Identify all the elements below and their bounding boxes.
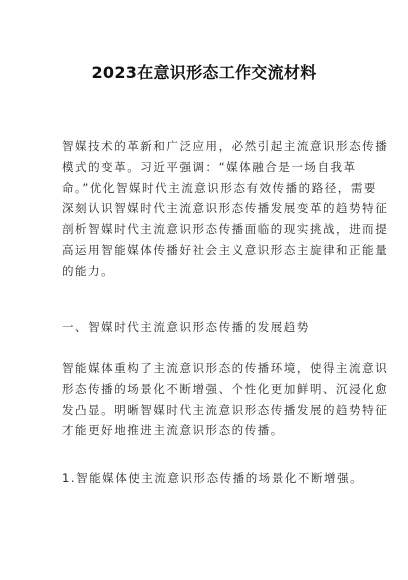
- text-line: 智媒技术的革新和广泛应用，必然引起主流意识形态传播: [62, 139, 389, 153]
- text-line: 高运用智能媒体传播好社会主义意识形态主旋律和正能量: [62, 242, 389, 257]
- section-heading-text: 一、智媒时代主流意识形态传播的发展趋势: [62, 320, 310, 334]
- text-line: 才能更好地推进主流意识形态的传播。: [62, 423, 284, 438]
- intro-paragraph: [62, 136, 389, 282]
- subheading: [62, 468, 364, 489]
- text-line: 深刻认识智媒时代主流意识形态传播发展变革的趋势特征: [62, 201, 389, 216]
- section-paragraph: [62, 358, 389, 441]
- text-line: 命。”优化智媒时代主流意识形态有效传播的路径，需要: [62, 180, 377, 195]
- document-title: 2023在意识形态工作交流材料: [91, 63, 317, 82]
- text-line: 智能媒体重构了主流意识形态的传播环境，使得主流意识: [62, 361, 389, 375]
- text-line: 的能力。: [62, 263, 115, 278]
- subheading-text: 1.智能媒体使主流意识形态传播的场景化不断增强。: [62, 471, 364, 485]
- text-line: 形态传播的场景化不断增强、个性化更加鲜明、沉浸化愈: [62, 381, 389, 396]
- text-line: 模式的变革。习近平强调：“媒体融合是一场自我革: [62, 159, 357, 174]
- text-line: 发凸显。明晰智媒时代主流意识形态传播发展的趋势特征: [62, 402, 389, 417]
- text-line: 剖析智媒时代主流意识形态传播面临的现实挑战，进而提: [62, 222, 389, 237]
- section-heading: [62, 317, 348, 338]
